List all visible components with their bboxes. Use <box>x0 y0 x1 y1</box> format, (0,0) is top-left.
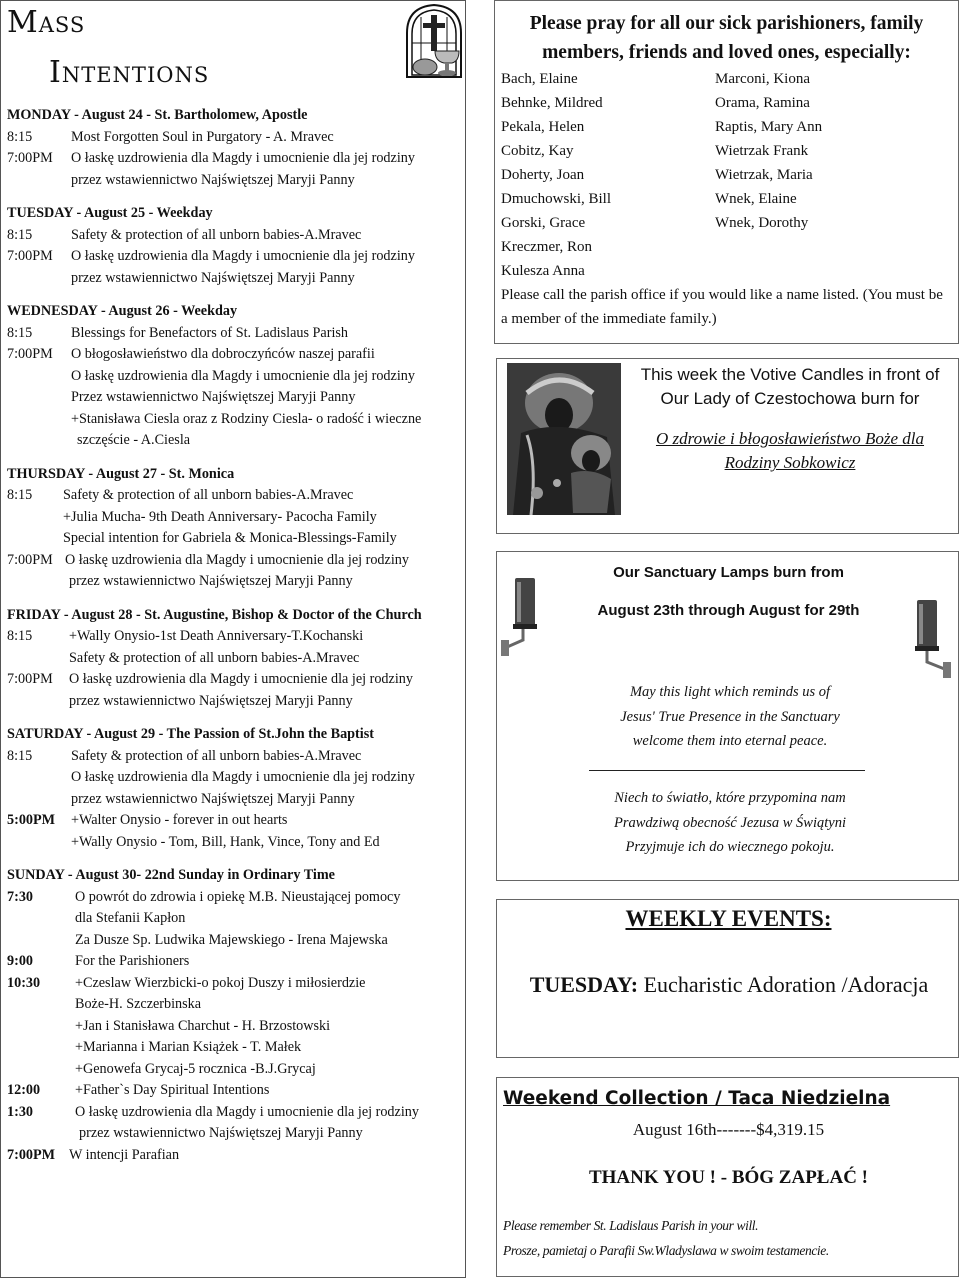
mass-row <box>7 973 465 995</box>
poem-line: welcome them into eternal peace. <box>632 733 828 749</box>
collection-heading: Weekend Collection / Taca Niedzielna <box>503 1088 891 1109</box>
poem-line: Prawdziwą obecność Jezusa w Świątyni <box>614 814 846 831</box>
mass-intention: przez wstawiennictwo Najświętszej Maryji Panny <box>71 269 355 286</box>
votive-intention-line2: Rodziny Sobkowicz <box>724 453 856 472</box>
day-header-tuesday: TUESDAY - August 25 - Weekday <box>7 205 213 221</box>
mass-intention: Blessings for Benefactors of St. Ladislaus Parish <box>71 324 349 341</box>
mass-intention: O łaskę uzdrowienia dla Magdy i umocnienie dla jej rodziny <box>71 367 415 384</box>
mass-time: 8:15 <box>7 324 33 341</box>
list-item <box>501 163 822 187</box>
event-day: TUESDAY: <box>529 972 639 997</box>
day-header-sunday: SUNDAY - August 30- 22nd Sunday in Ordinary Time <box>7 867 335 883</box>
name: Wietrzak Frank <box>715 143 809 159</box>
mass-row <box>7 148 465 170</box>
mass-intention: O łaskę uzdrowienia dla Magdy i umocnienie dla jej rodziny <box>71 248 415 264</box>
list-item <box>501 67 822 91</box>
weekend-collection-box <box>496 1077 959 1277</box>
mass-intention: Safety & protection of all unborn babies-A.Mravec <box>63 487 354 503</box>
day-header-monday: MONDAY - August 24 - St. Bartholomew, Apostle <box>7 107 308 123</box>
day-header-wednesday: WEDNESDAY - August 26 - Weekday <box>7 303 238 319</box>
mass-row <box>7 485 465 507</box>
mass-row <box>7 951 465 973</box>
votive-candles-box <box>496 358 959 534</box>
mass-time: 8:15 <box>7 747 33 764</box>
name: Cobitz, Kay <box>501 143 574 159</box>
mass-intention: +Julia Mucha- 9th Death Anniversary- Pacocha Family <box>63 508 377 525</box>
mass-intention: O łaskę uzdrowienia dla Magdy i umocnienie dla jej rodziny <box>71 150 415 166</box>
name: Wnek, Elaine <box>715 191 797 207</box>
list-item <box>501 91 822 115</box>
mass-row <box>7 746 465 768</box>
mass-intention: For the Parishioners <box>75 953 190 969</box>
mass-intention: O łaskę uzdrowienia dla Magdy i umocnienie dla jej rodziny <box>71 769 415 785</box>
mass-intention: przez wstawiennictwo Najświętszej Maryji Panny <box>79 1125 363 1141</box>
remember-parish-polish: Prosze, pamietaj o Parafii Sw.Wladyslawa w swoim testamencie. <box>503 1243 829 1258</box>
mass-intention: +Stanisława Ciesla oraz z Rodziny Ciesla- o radość i wieczne <box>71 410 422 427</box>
poem-english <box>557 680 903 754</box>
name: Kulesza Anna <box>501 263 585 279</box>
mass-time: 10:30 <box>7 974 41 991</box>
mass-time: 12:00 <box>7 1082 41 1098</box>
thank-you-text: THANK YOU ! - BÓG ZAPŁAĆ ! <box>588 1167 869 1188</box>
mass-intention: +Czeslaw Wierzbicki-o pokoj Duszy i miłosierdzie <box>75 974 366 991</box>
name: Behnke, Mildred <box>501 95 603 111</box>
mass-intention: przez wstawiennictwo Najświętszej Maryji Panny <box>71 171 355 188</box>
mass-row <box>7 669 465 691</box>
name: Wnek, Dorothy <box>715 215 809 231</box>
mass-time: 7:30 <box>7 888 34 905</box>
mass-intention: Boże-H. Szczerbinska <box>75 996 202 1012</box>
poem-line: Jesus' True Presence in the Sanctuary <box>620 708 840 725</box>
mass-intention: +Wally Onysio-1st Death Anniversary-T.Kochanski <box>69 628 364 644</box>
name: Pekala, Helen <box>501 119 585 135</box>
mass-intention: O łaskę uzdrowienia dla Magdy i umocnienie dla jej rodziny <box>65 551 409 568</box>
list-item <box>501 187 822 211</box>
mass-intention: O powrót do zdrowia i opiekę M.B. Nieustającej pomocy <box>75 888 401 905</box>
mass-time: 8:15 <box>7 128 33 145</box>
mass-time: 7:00PM <box>7 1146 56 1163</box>
list-item <box>501 115 822 139</box>
prayer-heading <box>495 9 958 67</box>
mass-intention: Za Dusze Sp. Ludwika Majewskiego - Irena Majewska <box>75 931 388 948</box>
votive-line2: Our Lady of Czestochowa burn for <box>660 389 920 408</box>
prayer-heading-line2: members, friends and loved ones, especially: <box>542 42 911 63</box>
name: Kreczmer, Ron <box>501 239 593 255</box>
poem-polish <box>557 786 903 860</box>
mass-intention: Most Forgotten Soul in Purgatory - A. Mravec <box>71 128 334 145</box>
mass-intention: Safety & protection of all unborn babies-A.Mravec <box>71 747 362 764</box>
remember-parish-english: Please remember St. Ladislaus Parish in your will. <box>503 1218 759 1233</box>
mass-intention: O błogosławieństwo dla dobroczyńców naszej parafii <box>71 346 375 362</box>
mass-row <box>7 127 465 149</box>
day-header-friday: FRIDAY - August 28 - St. Augustine, Bishop & Doctor of the Church <box>7 606 422 623</box>
sanctuary-lamp-icon <box>501 578 545 656</box>
our-lady-of-czestochowa-icon <box>507 363 621 515</box>
votive-text <box>631 363 949 411</box>
name: Raptis, Mary Ann <box>715 119 823 135</box>
name: Doherty, Joan <box>501 167 585 183</box>
sick-names-list <box>501 67 822 283</box>
mass-intention: +Genowefa Grycaj-5 rocznica -B.J.Grycaj <box>75 1060 316 1077</box>
votive-intention-line1: O zdrowie i błogosławieństwo Boże dla <box>655 429 925 448</box>
mass-intention: dla Stefanii Kapłon <box>75 910 186 926</box>
mass-intention: +Jan i Stanisława Charchut - H. Brzostowski <box>75 1017 331 1034</box>
mass-row <box>7 246 465 268</box>
events-heading: WEEKLY EVENTS: <box>625 906 832 931</box>
mass-intention: szczęście - A.Ciesla <box>77 432 191 448</box>
sanctuary-lamps-box <box>496 551 959 881</box>
mass-time: 5:00PM <box>7 812 56 828</box>
mass-time: 7:00PM <box>7 551 53 568</box>
mass-row <box>7 344 465 366</box>
mass-intention: Special intention for Gabriela & Monica-Blessings-Family <box>63 530 397 546</box>
mass-intention: przez wstawiennictwo Najświętszej Maryji Panny <box>69 692 353 709</box>
mass-time: 8:15 <box>7 487 33 503</box>
mass-time: 7:00PM <box>7 346 53 362</box>
mass-time: 8:15 <box>7 628 33 644</box>
name: Orama, Ramina <box>715 95 810 111</box>
mass-row <box>7 1102 465 1124</box>
mass-time: 7:00PM <box>7 248 53 264</box>
event-text: Eucharistic Adoration /Adoracja <box>638 972 929 997</box>
mass-intention: O łaskę uzdrowienia dla Magdy i umocnienie dla jej rodziny <box>75 1103 419 1120</box>
day-header-thursday: THURSDAY - August 27 - St. Monica <box>7 465 235 482</box>
title-intentions: Intentions <box>49 55 210 90</box>
mass-intention: +Marianna i Marian Książek - T. Małek <box>75 1039 302 1055</box>
collection-amount: August 16th-------$4,319.15 <box>632 1120 825 1139</box>
mass-intention: +Walter Onysio - forever in out hearts <box>71 812 288 828</box>
mass-intentions-panel <box>0 0 466 1278</box>
poem-line: May this light which reminds us of <box>629 684 831 700</box>
mass-intention: Safety & protection of all unborn babies-A.Mravec <box>71 226 362 243</box>
mass-intention: przez wstawiennictwo Najświętszej Maryji Panny <box>71 790 355 807</box>
mass-intention: W intencji Parafian <box>69 1146 180 1163</box>
votive-intention <box>631 427 949 475</box>
title-mass: Mass <box>7 5 86 40</box>
mass-time: 7:00PM <box>7 150 53 166</box>
lamps-heading-1: Our Sanctuary Lamps burn from <box>613 564 844 581</box>
list-item <box>501 259 822 283</box>
mass-intention: +Wally Onysio - Tom, Bill, Hank, Vince, Tony and Ed <box>71 833 380 850</box>
prayer-heading-line1: Please pray for all our sick parishioners, family <box>529 13 924 34</box>
mass-row <box>7 1145 465 1167</box>
mass-intention: Przez wstawiennictwo Najświętszej Maryji Panny <box>71 389 356 405</box>
mass-row <box>7 225 465 247</box>
event-item <box>503 972 955 998</box>
weekly-events-box <box>496 899 959 1058</box>
name: Dmuchowski, Bill <box>501 191 612 207</box>
mass-intention: Safety & protection of all unborn babies-A.Mravec <box>69 649 360 666</box>
mass-intention: przez wstawiennictwo Najświętszej Maryji Panny <box>69 573 353 589</box>
mass-intention: O łaskę uzdrowienia dla Magdy i umocnienie dla jej rodziny <box>69 671 413 687</box>
mass-row <box>7 626 465 648</box>
sanctuary-lamp-icon <box>907 600 951 678</box>
mass-schedule <box>7 105 465 1166</box>
poem-line: Przyjmuje ich do wiecznego pokoju. <box>625 839 835 855</box>
name: Gorski, Grace <box>501 215 586 231</box>
poem-line: Niech to światło, które przypomina nam <box>614 790 846 806</box>
votive-line1: This week the Votive Candles in front of <box>640 365 940 384</box>
list-item <box>501 139 822 163</box>
divider <box>589 770 865 771</box>
name: Wietrzak, Maria <box>715 167 813 183</box>
church-window-chalice-icon <box>401 3 467 79</box>
mass-row <box>7 1080 465 1102</box>
list-item <box>501 235 822 259</box>
name: Bach, Elaine <box>501 71 578 87</box>
prayer-note: Please call the parish office if you would like a name listed. (You must be a member of the immediate family.) <box>501 287 943 327</box>
mass-row <box>7 810 465 832</box>
day-header-saturday: SATURDAY - August 29 - The Passion of St.John the Baptist <box>7 726 374 742</box>
mass-time: 7:00PM <box>7 671 53 687</box>
mass-time: 8:15 <box>7 226 33 243</box>
mass-row <box>7 887 465 909</box>
lamps-heading-2: August 23th through August for 29th <box>597 602 860 619</box>
name: Marconi, Kiona <box>715 71 810 87</box>
mass-row <box>7 323 465 345</box>
prayer-list-box <box>494 0 959 344</box>
mass-time: 9:00 <box>7 953 34 969</box>
list-item <box>501 211 822 235</box>
mass-row <box>7 550 465 572</box>
mass-intention: +Father`s Day Spiritual Intentions <box>75 1082 270 1098</box>
mass-time: 1:30 <box>7 1103 34 1120</box>
